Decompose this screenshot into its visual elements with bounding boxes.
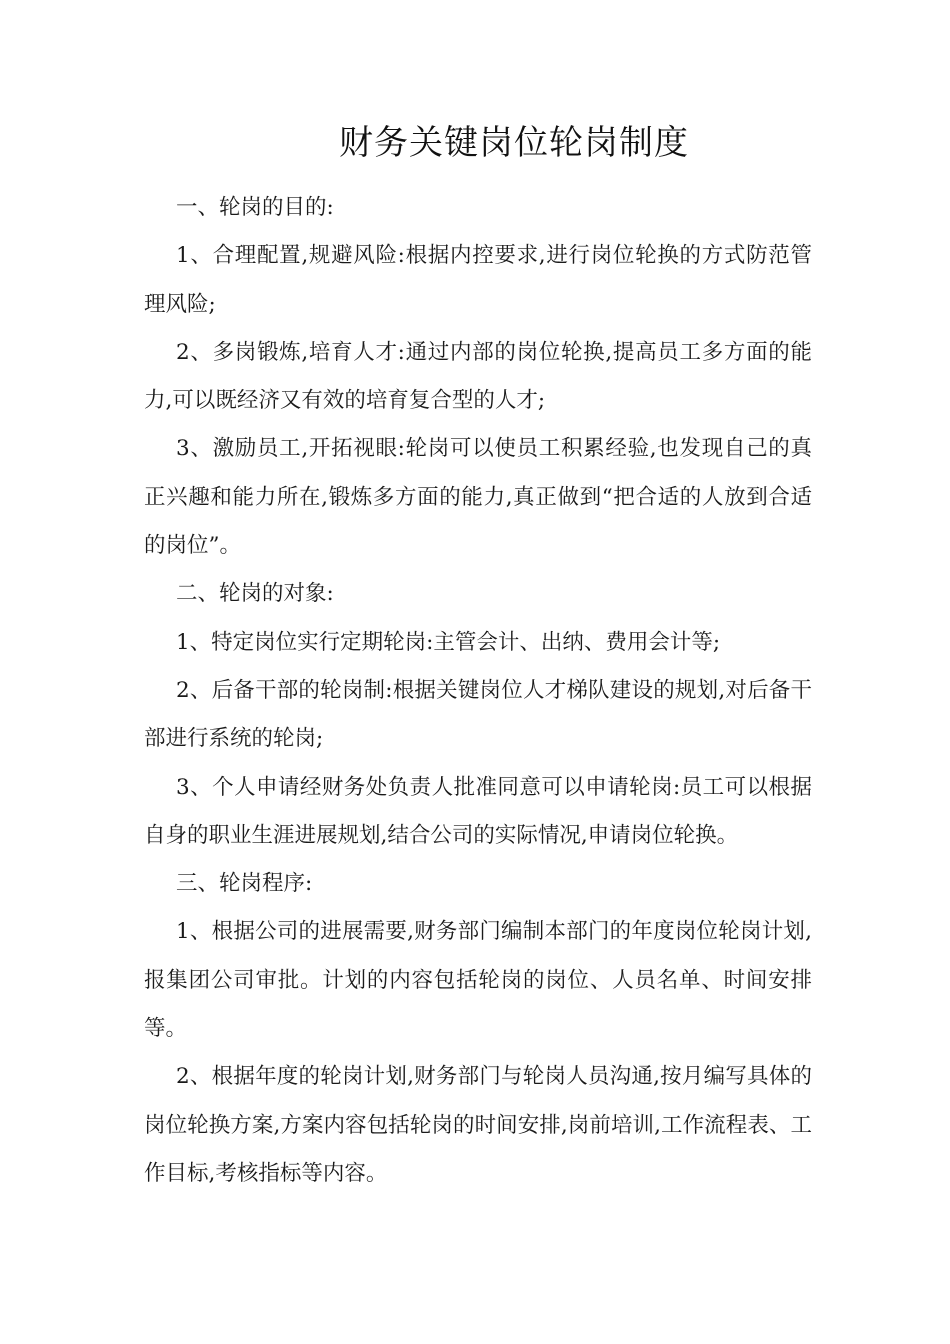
section-heading-procedure: 三、轮岗程序: bbox=[176, 871, 313, 897]
document-body bbox=[144, 184, 812, 1198]
paragraph-targets-2: 2、后备干部的轮岗制:根据关键岗位人才梯队建设的规划,对后备干部进行系统的轮岗; bbox=[144, 677, 812, 752]
paragraph-procedure-2: 2、根据年度的轮岗计划,财务部门与轮岗人员沟通,按月编写具体的岗位轮换方案,方案内容包括轮岗的时间安排,岗前培训,工作流程表、工作目标,考核指标等内容。 bbox=[144, 1064, 812, 1186]
paragraph-targets-1: 1、特定岗位实行定期轮岗:主管会计、出纳、费用会计等; bbox=[176, 629, 721, 655]
paragraph-procedure-1: 1、根据公司的进展需要,财务部门编制本部门的年度岗位轮岗计划,报集团公司审批。计划的内容包括轮岗的岗位、人员名单、时间安排等。 bbox=[144, 919, 812, 1042]
section-heading-purpose: 一、轮岗的目的: bbox=[176, 195, 334, 220]
document-title: 财务关键岗位轮岗制度 bbox=[339, 123, 689, 163]
paragraph-purpose-2: 2、多岗锻炼,培育人才:通过内部的岗位轮换,提高员工多方面的能力,可以既经济又有效的培育复合型的人才; bbox=[144, 339, 812, 414]
paragraph-targets-3: 3、个人申请经财务处负责人批准同意可以申请轮岗:员工可以根据自身的职业生涯进展规划,结合公司的实际情况,申请岗位轮换。 bbox=[144, 774, 812, 848]
section-heading-targets: 二、轮岗的对象: bbox=[176, 581, 334, 607]
paragraph-purpose-3: 3、激励员工,开拓视眼:轮岗可以使员工积累经验,也发现自己的真正兴趣和能力所在,锻炼多方面的能力,真正做到“把合适的人放到合适的岗位”。 bbox=[144, 436, 812, 559]
paragraph-purpose-1: 1、合理配置,规避风险:根据内控要求,进行岗位轮换的方式防范管理风险; bbox=[144, 243, 812, 317]
